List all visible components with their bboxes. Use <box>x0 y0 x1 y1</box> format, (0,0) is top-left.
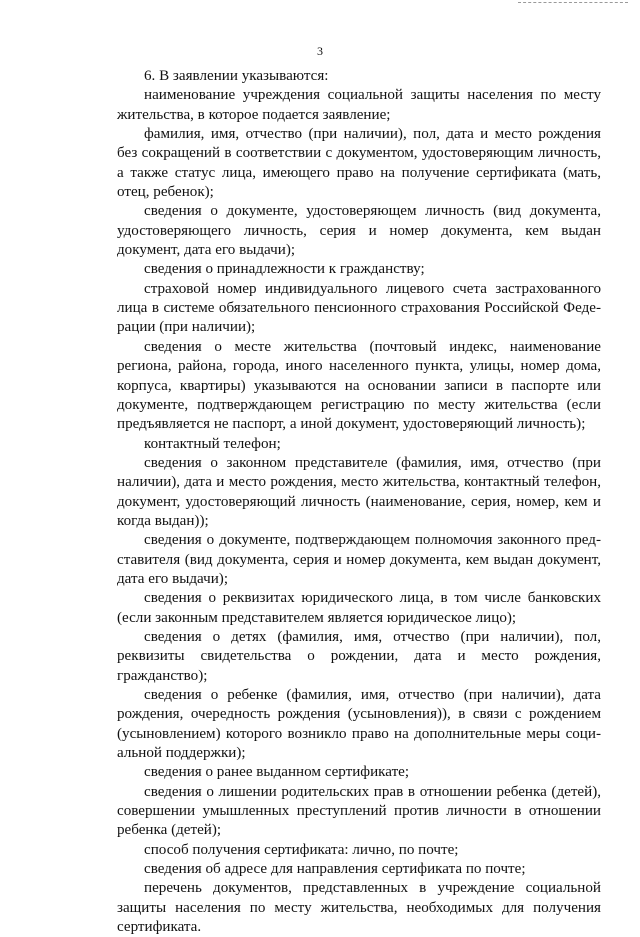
paragraph: сведения о реквизитах юридического лица, в том числе банковских (если законным представителем является юридическое лицо); <box>117 590 601 626</box>
paragraph: сведения о ранее выданном сертификате; <box>144 764 410 781</box>
paragraph: сведения о документе, удостоверяющем личность (вид документа, удостоверяющего личность, серия и номер документа, кем выдан документ, дата его выдачи); <box>117 203 601 259</box>
paragraph: наименование учреждения социальной защиты населения по месту жительства, в которое подается заявление; <box>117 87 601 123</box>
paragraph: сведения об адресе для направления сертификата по почте; <box>144 861 526 878</box>
paragraph: контактный телефон; <box>144 435 281 452</box>
page-number: 3 <box>317 44 323 58</box>
paragraph: сведения о принадлежности к гражданству; <box>144 261 425 278</box>
paragraph-heading: 6. В заявлении указываются: <box>144 68 329 84</box>
scan-edge-artifact <box>518 2 628 3</box>
paragraph: фамилия, имя, отчество (при наличии), пол, дата и место рождения без сокращений в соответствии с документом, удостоверяющим личность, а также статус лица, имеющего право на получение сертификата (мать, отец, ребенок); <box>117 126 601 201</box>
document-body <box>117 67 601 937</box>
paragraph: способ получения сертификата: лично, по почте; <box>144 841 459 858</box>
paragraph: сведения о законном представителе (фамилия, имя, отчество (при наличии), дата и место рождения, место жительства, контактный телефон, документ, удостоверяющий личность (наименование, серия, номер, кем и когда выдан)); <box>117 454 601 529</box>
paragraph: сведения о детях (фамилия, имя, отчество (при наличии), пол, реквизиты свидетельства о рождении, дата и место рождения, гражданство); <box>117 628 601 684</box>
paragraph: сведения о ребенке (фамилия, имя, отчество (при наличии), дата рождения, очередность рождения (усыновления)), в связи с рождением (усыновлением) которого возникло право на дополнительные меры социальной поддержки); <box>117 687 601 762</box>
paragraph: страховой номер индивидуального лицевого счета застрахованного лица в системе обязательного пенсионного страхования Российской Федерации (при наличии); <box>117 280 601 336</box>
paragraph: сведения о месте жительства (почтовый индекс, наименование региона, района, города, иного населенного пункта, улицы, номер дома, корпуса, квартиры) указываются на основании записи в паспорте или документе, подтверждающем регистрацию по месту жительства (если предъявляется не паспорт, а иной документ, удостоверяющий личность); <box>117 338 601 433</box>
paragraph: сведения о лишении родительских прав в отношении ребенка (детей), совершении умышленных преступлений против личности в отношении ребенка (детей); <box>117 783 601 839</box>
paragraph: сведения о документе, подтверждающем полномочия законного представителя (вид документа, серия и номер документа, кем выдан документ, дата его выдачи); <box>117 532 601 587</box>
paragraph: перечень документов, представленных в учреждение социальной защиты населения по месту жительства, необходимых для получения сертификата. <box>117 880 601 936</box>
